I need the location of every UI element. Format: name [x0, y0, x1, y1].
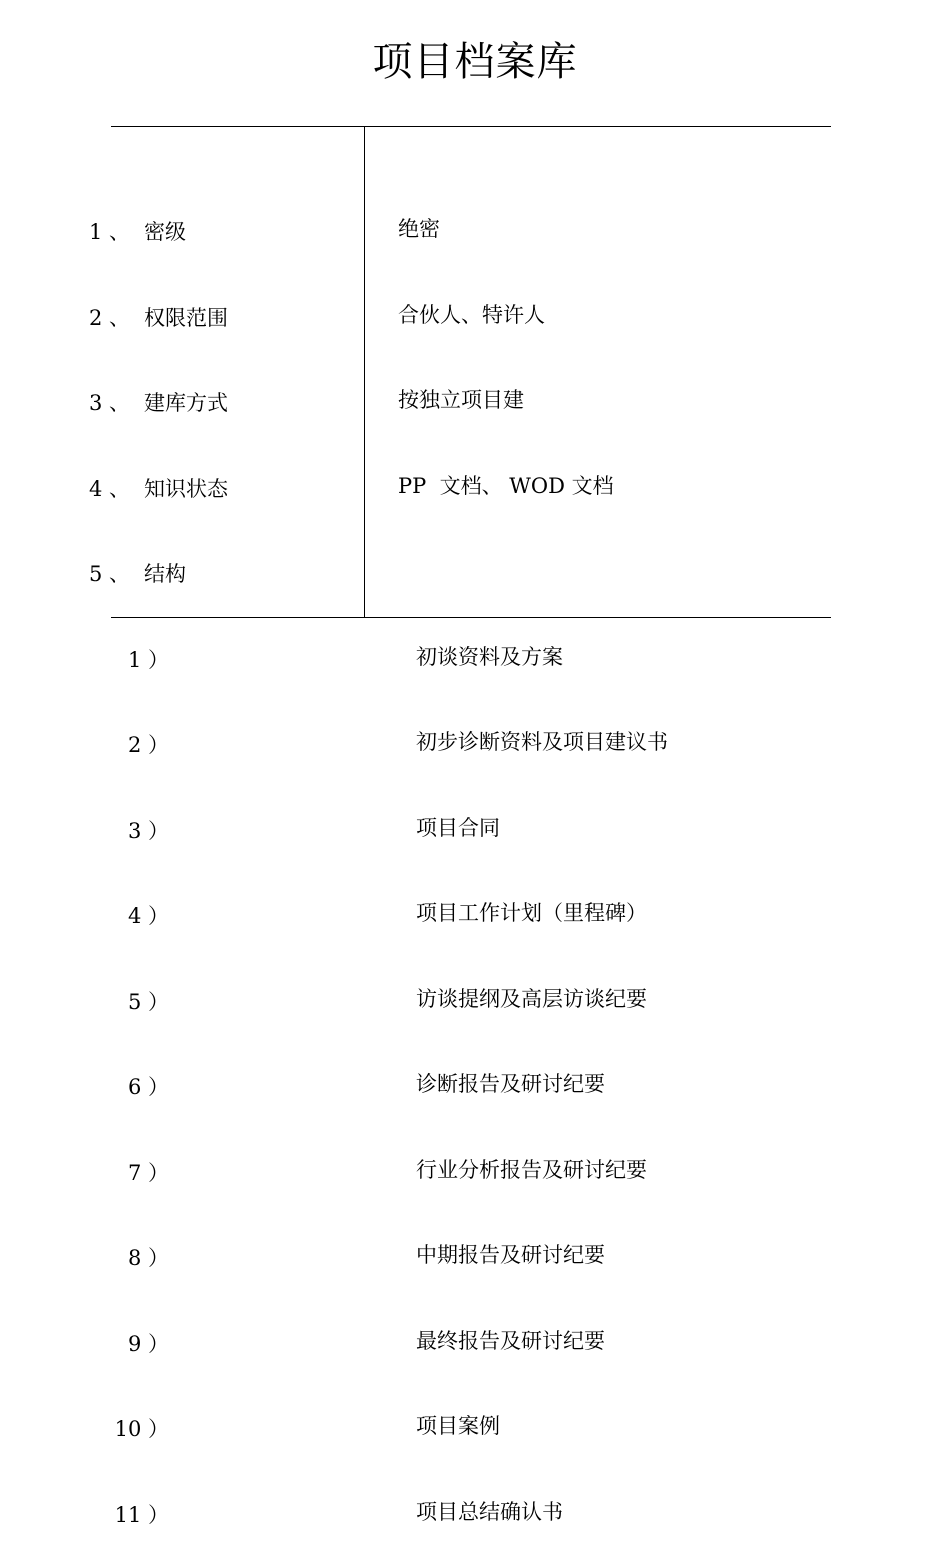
item-number: 3 、: [89, 391, 131, 415]
sub-item-number: 11 ）: [114, 1502, 169, 1527]
value-item: 按独立项目建: [398, 388, 524, 412]
sub-item-number: 4 ）: [127, 904, 169, 928]
table-top-rule: [111, 126, 831, 127]
sub-item-number: 7 ）: [127, 1160, 169, 1185]
sub-value-item: 项目案例: [416, 1414, 500, 1438]
list-item: [89, 560, 228, 589]
sub-item-number: 1 ）: [127, 647, 169, 672]
attribute-list: [89, 161, 228, 1558]
item-label: 知识状态: [144, 476, 228, 501]
sub-value-item: 初谈资料及方案: [416, 644, 563, 669]
list-item: [89, 389, 228, 418]
sub-list-item: [89, 1330, 228, 1359]
list-item: [89, 304, 228, 333]
list-item: [89, 475, 228, 504]
sub-item-number: 6 ）: [127, 1075, 169, 1099]
sub-value-item: 项目总结确认书: [416, 1499, 563, 1524]
item-number: 4 、: [89, 476, 131, 501]
sub-item-number: 2 ）: [127, 733, 169, 757]
item-number: 5 、: [89, 562, 131, 586]
sub-item-number: 9 ）: [127, 1331, 169, 1356]
item-label: 权限范围: [144, 305, 228, 330]
table-column-divider: [364, 126, 365, 617]
item-label: 结构: [144, 562, 186, 586]
sub-list-item: [89, 988, 228, 1017]
sub-value-item: 初步诊断资料及项目建议书: [416, 730, 668, 754]
list-item: [89, 218, 228, 247]
sub-list-item: [89, 646, 228, 675]
sub-item-number: 3 ）: [127, 818, 169, 843]
sub-value-item: 最终报告及研讨纪要: [416, 1328, 605, 1353]
sub-list-item: [89, 902, 228, 931]
sub-value-item: 项目工作计划（里程碑）: [416, 901, 647, 925]
sub-list-item: [89, 1415, 228, 1444]
sub-list-item: [89, 1159, 228, 1188]
item-label: 密级: [144, 220, 186, 244]
sub-list-item: [89, 1244, 228, 1273]
sub-list-item: [89, 1501, 228, 1530]
sub-item-number: 8 ）: [127, 1246, 169, 1270]
sub-value-item: 行业分析报告及研讨纪要: [416, 1157, 647, 1182]
sub-value-item: 诊断报告及研讨纪要: [416, 1072, 605, 1096]
sub-list-item: [89, 817, 228, 846]
sub-value-item: 中期报告及研讨纪要: [416, 1243, 605, 1267]
value-item: PP 文档、 WOD 文档: [398, 473, 614, 498]
sub-list-item: [89, 731, 228, 760]
value-list: [398, 158, 668, 1555]
sub-list-item: [89, 1073, 228, 1102]
row-spacer: [398, 557, 668, 586]
page-title: 项目档案库: [372, 39, 578, 85]
sub-item-number: 10 ）: [114, 1417, 169, 1441]
item-number: 1 、: [89, 220, 131, 244]
sub-value-item: 访谈提纲及高层访谈纪要: [416, 986, 647, 1011]
sub-item-number: 5 ）: [127, 989, 169, 1014]
item-label: 建库方式: [144, 391, 228, 415]
sub-value-item: 项目合同: [416, 815, 500, 840]
value-item: 绝密: [398, 217, 440, 241]
item-number: 2 、: [89, 305, 131, 330]
value-item: 合伙人、特许人: [398, 302, 545, 327]
